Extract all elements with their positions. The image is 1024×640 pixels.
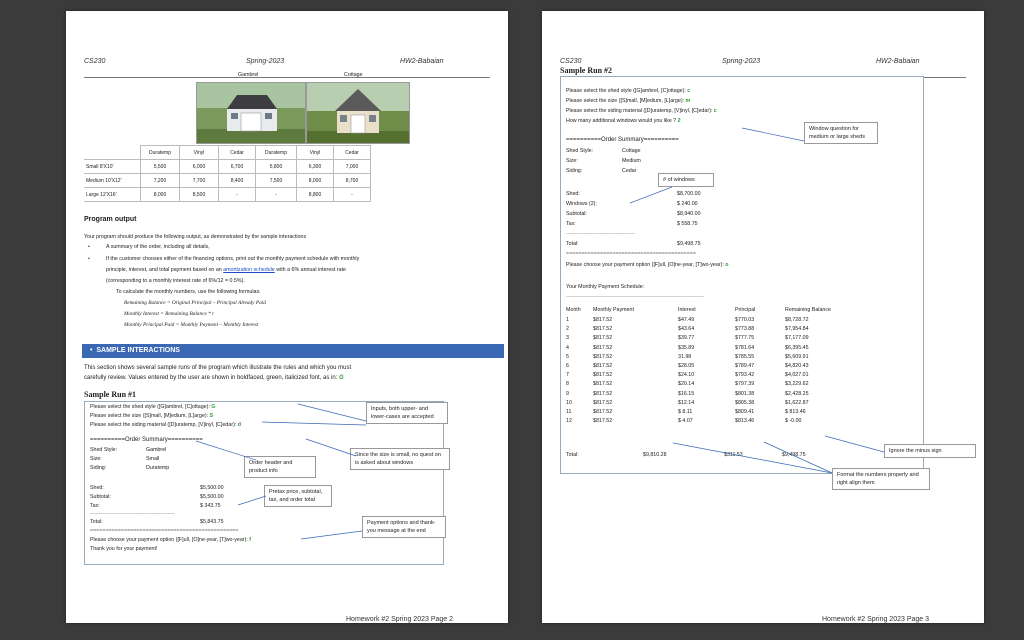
schedule-cell: $781.64 [735,344,755,351]
prompt-siding [566,108,717,114]
callout-small-shed: Since the size is small, no quest on is asked about windows [350,448,450,470]
col-header: Duratemp [141,146,180,160]
cottage-caption: Cottage [344,72,363,78]
prompt-style [566,88,690,94]
prompt-siding [90,422,241,428]
style-value: Gambrel [146,447,167,453]
table-cell: 7,500 [256,174,297,188]
schedule-cell: $39.77 [678,335,695,342]
formula-3: Monthly Principal Paid = Monthly Payment – Monthly Interest [124,322,259,328]
user-input: f [249,537,252,543]
subtotal-value: $5,500.00 [200,494,224,500]
bullet-1: A summary of the order, including all details, [106,244,210,250]
size-value: Small [146,456,160,462]
schedule-total-interest: $311.53 [724,452,743,458]
equals-line: ================================================ [90,528,239,534]
table-cell: 8,000 [141,188,180,202]
section-text-1: This section shows several sample runs of the program which illustrate the rules and which you must [84,365,352,371]
dash-line: --------------------------------------- [566,231,635,237]
schedule-cell: $777.75 [735,335,755,342]
schedule-cell: 2 [566,326,569,333]
table-cell: 6,700 [219,160,256,174]
prompt-text: Please choose your payment option ([F]ull, [O]ne-year, [T]wo-year): [566,262,726,268]
callout-window-question: Window question for medium or large sheds [804,122,878,144]
schedule-cell: $35.89 [678,344,695,351]
windows-label: Windows (2): [566,201,597,207]
bullet-2b-text: principle, interest, and total payment based on an [106,267,224,273]
user-input: S [209,413,214,419]
schedule-cell: $817.52 [593,390,613,397]
user-input: o [725,262,729,268]
prompt-text: Please select the size ([S]mall, [M]edium, [L]arge): [90,413,210,419]
prompt-text: Please select the size ([S]mall, [M]edium, [L]arge): [566,98,686,104]
schedule-cell: 11 [566,409,572,415]
payment-prompt [90,537,251,543]
prompt-windows [566,118,681,124]
schedule-cell: 4 [566,344,569,351]
program-output-intro: Your program should produce the following output, as demonstrated by the sample interactions [84,234,307,240]
prompt-text: Please select the siding material ([D]uratemp, [V]inyl, [C]edar): [90,422,238,428]
table-cell: 8,700 [334,174,371,188]
col-header: Vinyl [297,146,334,160]
schedule-header: Month [566,307,581,313]
schedule-cell: $817.52 [593,409,613,415]
section-bar: • SAMPLE INTERACTIONS [82,344,504,358]
summary-header: ==========Order Summary========== [566,137,679,143]
schedule-cell: $47.49 [678,317,695,323]
schedule-cell: $5,609.91 [785,353,809,360]
equals-line: ========================================== [566,251,696,257]
document-page-2 [66,11,508,623]
bullet-dot: • [88,244,90,250]
table-cell: 6,300 [297,160,334,174]
table-cell: - [256,188,297,202]
size-label: Size: [566,158,578,164]
bullet-2c: (corresponding to a monthly interest rate of 6%/12 = 0.5%). [106,278,245,284]
schedule-cell: $4,820.43 [785,363,809,369]
schedule-cell: $7,177.09 [785,335,809,342]
summary-header: ==========Order Summary========== [90,437,203,443]
total-label: Total: [566,241,579,247]
header-term: Spring-2023 [722,58,761,65]
subtotal-value: $8,940.00 [677,211,701,217]
schedule-cell: $28.05 [678,363,695,369]
schedule-cell: $793.42 [735,372,755,379]
col-header: Cedar [219,146,256,160]
prompt-text: Please select the siding material ([D]uratemp, [V]inyl, [C]edar): [566,108,714,114]
section-bar-label: SAMPLE INTERACTIONS [96,347,180,354]
schedule-header: Interest [678,307,696,313]
callout-format-numbers: Format the numbers properly and right align them [832,468,930,490]
schedule-cell: 5 [566,353,569,360]
schedule-cell: $813.46 [735,418,755,425]
windows-value: $ 240.00 [677,201,698,207]
user-input: m [685,98,691,104]
section-text-2-body: carefully review. Values entered by the user are shown in boldfaced, green, italicized font, as in: [84,375,340,381]
header-course: CS230 [84,58,106,65]
col-header: Vinyl [180,146,219,160]
price-table [84,145,371,202]
formula-intro: To calculate the monthly numbers, use the following formulas: [116,289,261,295]
sample-run-1-title: Sample Run #1 [84,390,137,399]
schedule-cell: $817.52 [593,399,613,406]
schedule-cell: $ 813.46 [785,409,806,415]
payment-prompt [566,262,729,268]
style-label: Shed Style: [566,148,594,154]
shed-value: $8,700.00 [677,191,701,197]
schedule-cell: $789.47 [735,363,755,369]
table-cell: 7,700 [180,174,219,188]
prompt-text: Please select the shed style ([G]ambrel, [C]ottage): [566,88,688,94]
schedule-cell: $801.38 [735,390,755,397]
size-label: Size: [90,456,102,462]
schedule-cell: $785.55 [735,353,755,360]
schedule-cell: $6,395.45 [785,344,809,351]
schedule-cell: $ 8.11 [678,409,693,415]
schedule-cell: $817.52 [593,381,613,388]
table-row [84,188,371,202]
cottage-shed-photo [306,82,410,144]
price-table-header [84,146,371,160]
user-input: d [237,422,242,428]
size-value: Medium [622,158,641,164]
prompt-style [90,404,215,410]
table-cell: 8,400 [219,174,256,188]
schedule-cell: 9 [566,390,569,397]
user-input: 2 [677,118,681,124]
schedule-cell: $817.52 [593,363,613,369]
schedule-cell: $817.52 [593,326,613,333]
table-cell: 8,500 [180,188,219,202]
tax-value: $ 558.75 [677,221,698,227]
schedule-cell: $809.41 [735,409,755,415]
schedule-cell: $773.88 [735,326,755,333]
row-label: Medium 10'X12' [84,174,141,188]
row-label: Large 12'X16' [84,188,141,202]
style-value: Cottage [622,148,641,154]
header-rule [84,77,490,78]
siding-value: Duratemp [146,465,170,471]
subtotal-label: Subtotal: [90,494,111,500]
schedule-cell: $24.10 [678,372,695,379]
schedule-total-payment: $9,810.28 [643,452,667,458]
schedule-cell: 1 [566,317,569,323]
style-label: Shed Style: [90,447,118,453]
header-term: Spring-2023 [246,58,285,65]
total-value: $5,843.75 [200,519,224,525]
shed-value: $5,500.00 [200,485,224,491]
col-header: Duratemp [256,146,297,160]
callout-ignore-minus: Ignore the minus sign [884,444,976,458]
user-input: G [211,404,216,410]
header-course: CS230 [560,58,582,65]
schedule-cell: $817.52 [593,353,613,360]
formula-1: Remaining Balance = Original Principal – Principal Already Paid [124,300,266,306]
prompt-size [90,413,213,419]
schedule-cell: 7 [566,372,569,379]
schedule-cell: $1,622.87 [785,399,809,406]
callout-pretax: Pretax price, subtotal, tax, and order total [264,485,332,507]
table-cell: - [219,188,256,202]
header-hw: HW2-Babaian [876,58,920,65]
gambrel-shed-photo [196,82,306,144]
schedule-cell: $20.14 [678,381,695,388]
table-cell: 6,000 [180,160,219,174]
amortization-link[interactable]: amortization schedule [223,267,275,273]
schedule-cell: 6 [566,363,569,369]
schedule-cell: 31.98 [678,353,692,360]
thank-you: Thank you for your payment! [90,546,158,552]
schedule-header: Remaining Balance [785,307,831,313]
schedule-cell: $12.14 [678,399,695,406]
table-cell: 7,200 [141,174,180,188]
prompt-text: Please select the shed style ([G]ambrel, [C]ottage): [90,404,212,410]
schedule-cell: $ 4.07 [678,418,693,425]
schedule-cell: $2,428.25 [785,390,809,397]
schedule-cell: $3,229.62 [785,381,809,388]
schedule-total-label: Total: [566,452,579,458]
schedule-title: Your Monthly Payment Schedule: [566,284,645,290]
schedule-header: Principal [735,307,756,313]
schedule-dash: ------------------------------------------------------------------------------ [566,294,704,300]
schedule-cell: $817.52 [593,335,613,342]
header-hw: HW2-Babaian [400,58,444,65]
schedule-cell: $7,954.84 [785,326,809,333]
shed-label: Shed: [90,485,104,491]
schedule-cell: $770.03 [735,317,755,323]
row-label: Small 8'X10' [84,160,141,174]
schedule-cell: 8 [566,381,569,388]
schedule-cell: $797.39 [735,381,755,388]
example-input: G [339,375,344,381]
total-label: Total: [90,519,103,525]
tax-value: $ 343.75 [200,503,221,509]
siding-label: Siding: [90,465,107,471]
program-output-title: Program output [84,216,137,223]
callout-payment: Payment options and thank-you message at the end [362,516,446,538]
schedule-cell: $4,027.01 [785,372,809,379]
user-input: c [687,88,691,94]
schedule-cell: $817.52 [593,372,613,379]
table-cell: 8,000 [297,174,334,188]
subtotal-label: Subtotal: [566,211,587,217]
schedule-cell: 3 [566,335,569,342]
table-cell: 5,800 [256,160,297,174]
bullet-dot: • [88,256,90,262]
schedule-cell: $817.52 [593,418,613,425]
total-value: $9,498.75 [677,241,701,247]
callout-order-header: Order header and product info [244,456,316,478]
schedule-cell: $ -0.00 [785,418,802,425]
bullet-2a: If the customer chooses either of the financing options, print out the monthly payment schedule with monthly [106,256,360,262]
table-cell: - [334,188,371,202]
table-cell: 5,500 [141,160,180,174]
section-text-2 [84,375,344,381]
formula-2: Monthly Interest = Remaining Balance * r [124,311,215,317]
document-page-3 [542,11,984,623]
dash-line: ------------------------------------------------ [90,511,175,517]
col-header: Cedar [334,146,371,160]
tax-label: Tax: [90,503,100,509]
table-row [84,174,371,188]
schedule-cell: 10 [566,399,572,406]
schedule-cell: $8,728.72 [785,317,809,323]
bullet-2b [106,267,346,273]
prompt-text: Please choose your payment option ([F]ull, [O]ne-year, [T]wo-year): [90,537,250,543]
schedule-cell: 12 [566,418,572,425]
footer: Homework #2 Spring 2023 Page 3 [822,616,930,623]
schedule-cell: $817.52 [593,344,613,351]
table-cell: 8,800 [297,188,334,202]
tax-label: Tax: [566,221,576,227]
schedule-cell: $817.52 [593,317,613,323]
table-cell: 7,000 [334,160,371,174]
user-input: c [713,108,717,114]
gambrel-caption: Gambrel [238,72,259,78]
schedule-cell: $43.64 [678,326,695,333]
siding-label: Siding: [566,168,583,174]
bullet-2b-text-end: with a 6% annual interest rate [274,267,346,273]
prompt-size [566,98,690,104]
callout-inputs: Inputs, both upper- and lower-cases are accepted [366,402,448,424]
schedule-cell: $16.15 [678,390,695,397]
callout-num-windows: # of windows [658,173,714,187]
schedule-total-principal: $9,498.75 [782,452,806,458]
sample-run-2-title: Sample Run #2 [560,66,613,75]
table-row [84,160,371,174]
schedule-header: Monthly Payment [593,307,634,313]
footer: Homework #2 Spring 2023 Page 2 [346,616,454,623]
siding-value: Cedar [622,168,637,174]
prompt-text: How many additional windows would you like ? [566,118,678,124]
shed-label: Shed: [566,191,580,197]
schedule-cell: $805.38 [735,399,755,406]
